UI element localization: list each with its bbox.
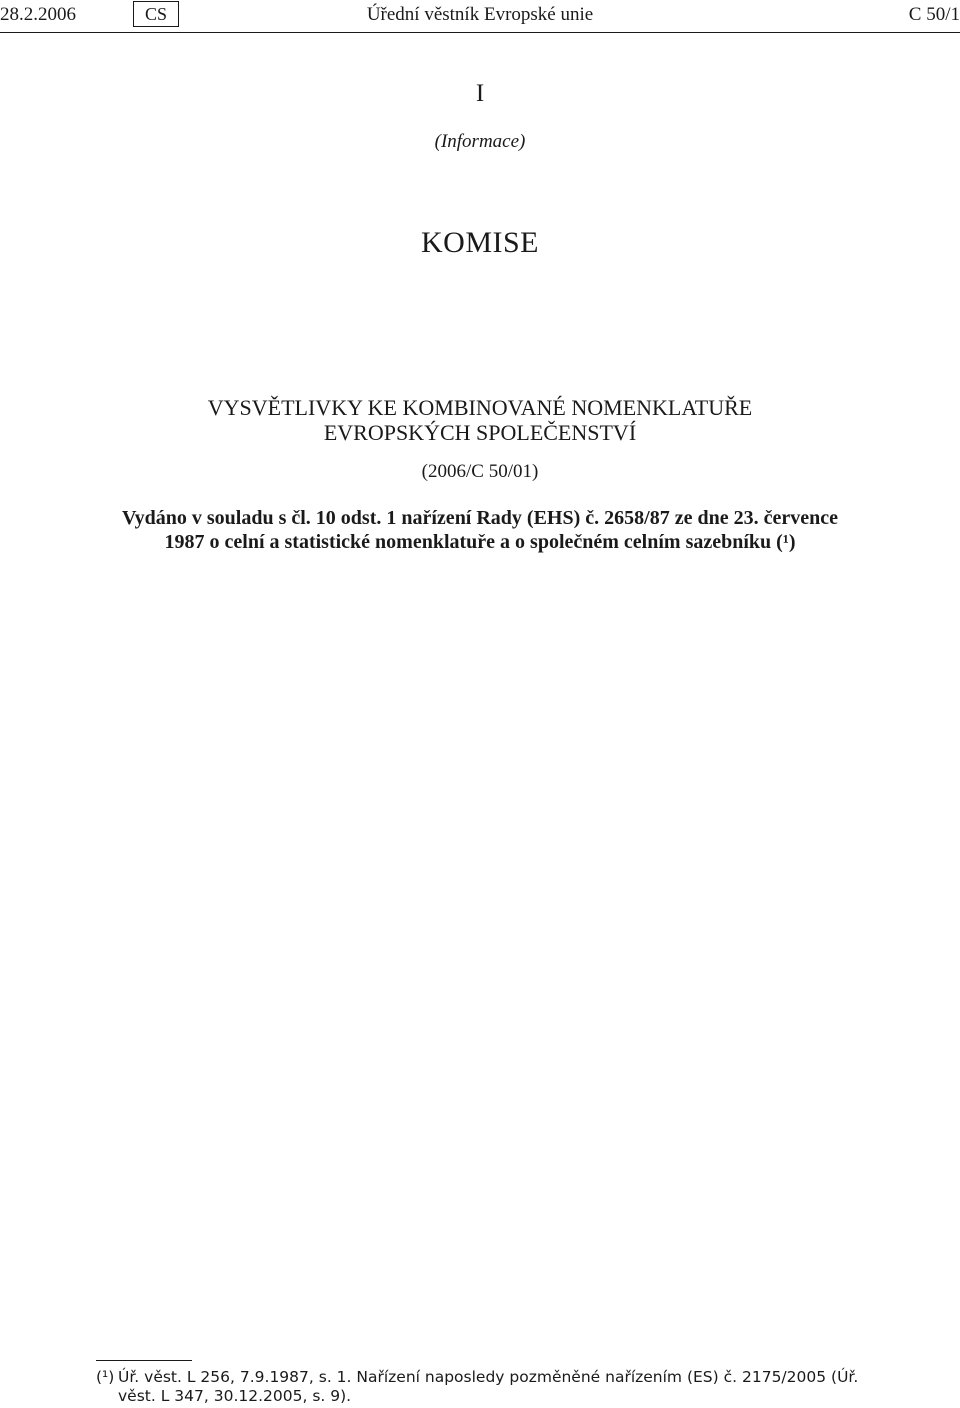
legal-basis-line-2: 1987 o celní a statistické nomenklatuře a o společném celním sazebníku (¹) [164, 531, 796, 553]
legal-basis [80, 506, 880, 554]
journal-header [0, 0, 960, 33]
legal-basis-line-1: Vydáno v souladu s čl. 10 odst. 1 nařízení Rady (EHS) č. 2658/87 ze dne 23. července [122, 507, 838, 529]
document-title-line-2: EVROPSKÝCH SPOLEČENSTVÍ [323, 420, 637, 445]
footnote-divider [96, 1360, 192, 1361]
footnote-marker: (¹) [96, 1368, 115, 1386]
publication-date: 28.2.2006 [0, 4, 76, 25]
language-code-box: CS [133, 1, 179, 27]
document-title [0, 395, 960, 445]
institution-heading: KOMISE [420, 226, 539, 259]
footnote-text: Úř. věst. L 256, 7.9.1987, s. 1. Nařízení naposledy pozměněné nařízením (ES) č. 2175/2005 (Úř. věst. L 347, 30.12.2005, s. 9). [118, 1368, 859, 1405]
journal-title: Úřední věstník Evropské unie [366, 4, 594, 25]
page-reference: C 50/1 [908, 4, 960, 25]
document-title-line-1: VYSVĚTLIVKY KE KOMBINOVANÉ NOMENKLATUŘE [207, 395, 753, 420]
section-number: I [475, 80, 485, 107]
document-reference: (2006/C 50/01) [421, 461, 539, 482]
section-label: (Informace) [434, 131, 526, 152]
footnote [96, 1368, 876, 1406]
